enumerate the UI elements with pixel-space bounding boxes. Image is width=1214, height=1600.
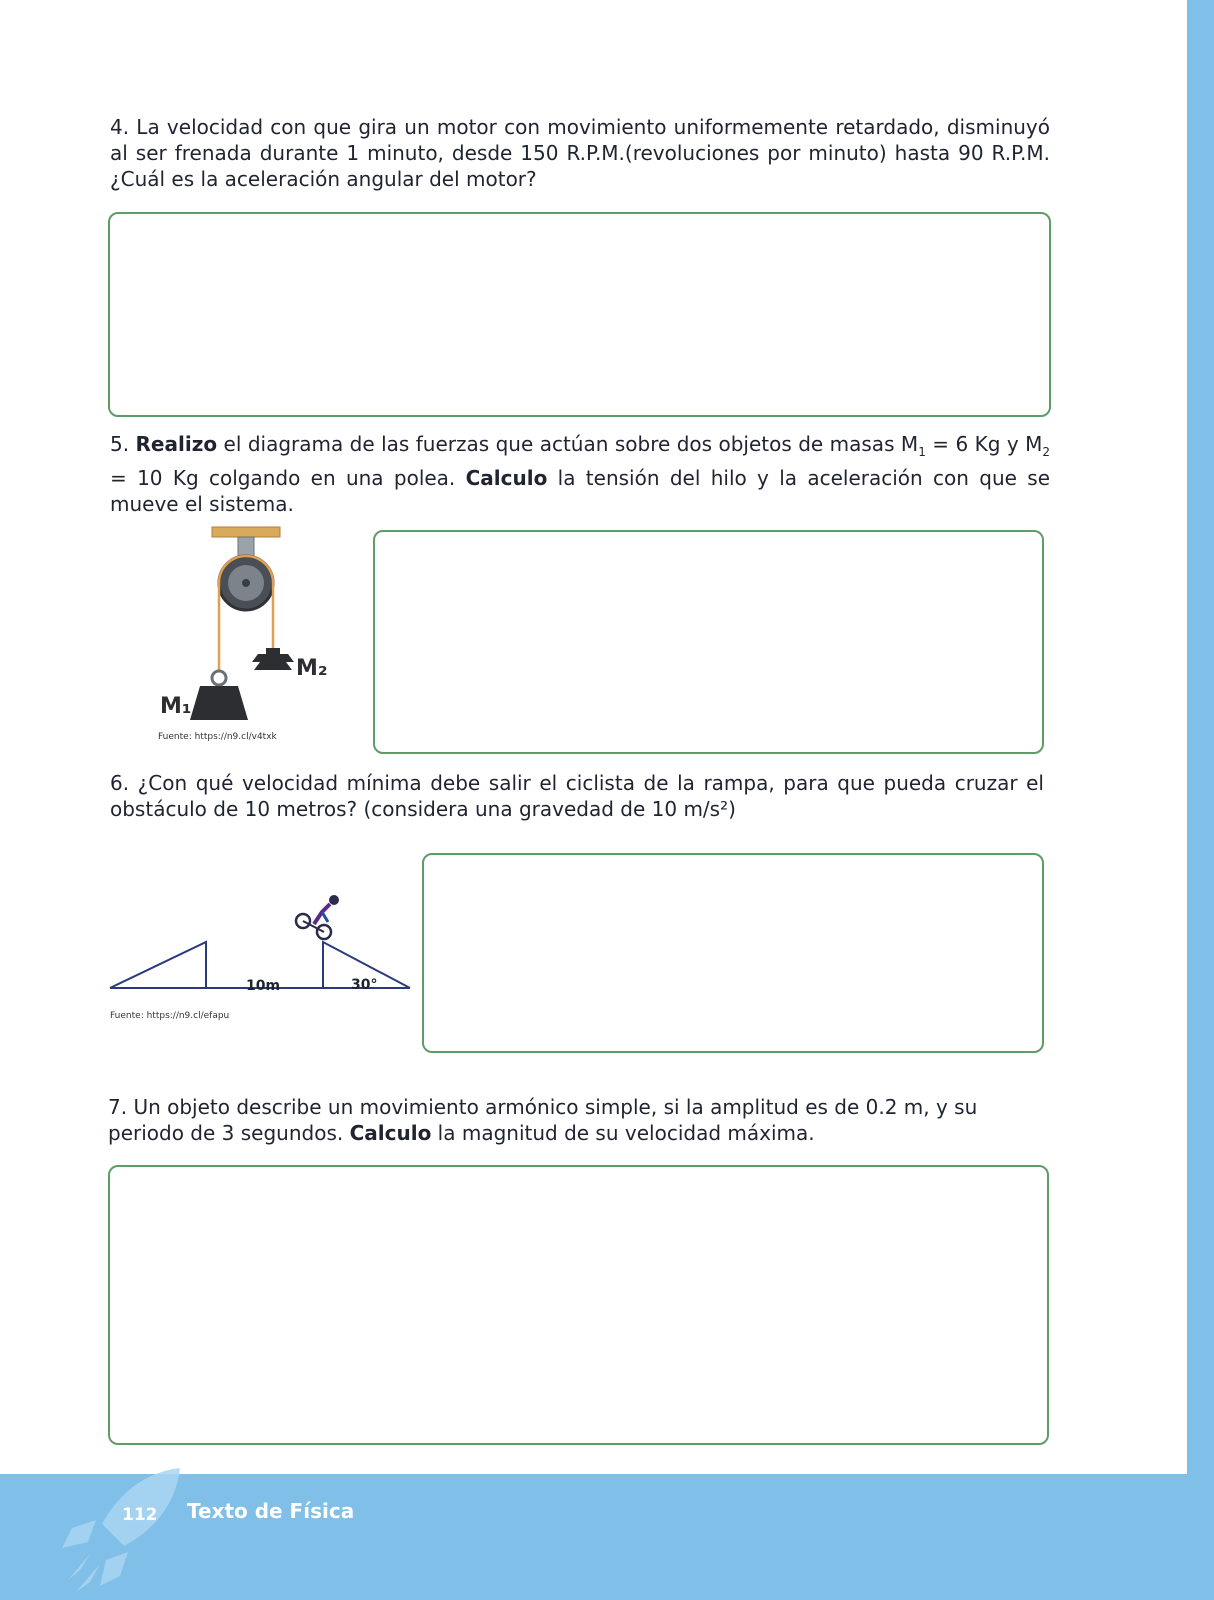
weight-m1-icon (190, 671, 248, 720)
q5-sub-1: 1 (918, 445, 926, 459)
q7-bold-calculo: Calculo (349, 1121, 432, 1145)
footer-title: Texto de Física (187, 1499, 355, 1523)
answer-box-4[interactable] (108, 212, 1051, 417)
q5-sub-2: 2 (1042, 445, 1051, 459)
q5-text-3: = 10 Kg colgando en una polea. (110, 466, 466, 490)
page-number: 112 (122, 1505, 158, 1525)
source-q5: Fuente: https://n9.cl/v4txk (158, 732, 277, 742)
source-q6: Fuente: https://n9.cl/efapu (110, 1011, 230, 1021)
side-accent-bar (1187, 0, 1214, 1600)
q5-text-1: el diagrama de las fuerzas que actúan sobre dos objetos de masas M (217, 432, 919, 456)
cyclist-icon (296, 895, 339, 939)
q5-num: 5. (110, 432, 130, 456)
answer-box-7[interactable] (108, 1165, 1049, 1445)
q5-text-2: = 6 Kg y M (925, 432, 1043, 456)
label-angle: 30° (351, 977, 378, 993)
question-5 (110, 431, 1050, 517)
question-7 (108, 1094, 1044, 1146)
label-m1: M₁ (160, 694, 192, 719)
answer-box-6[interactable] (422, 853, 1044, 1053)
rocket-icon (50, 1462, 190, 1600)
answer-box-5[interactable] (373, 530, 1044, 754)
label-distance: 10m (246, 978, 281, 994)
q5-bold-calculo: Calculo (465, 466, 548, 490)
q5-text-4: la tensión del hilo y la aceleración con que se mueve el sistema. (110, 466, 1050, 516)
question-4: 4. La velocidad con que gira un motor con movimiento uniformemente retardado, disminuyó al ser frenada durante 1 minuto, desde 150 R.P.M.(revoluciones por minuto) hasta 90 R.P.M. ¿Cuál es la aceleración angular del motor? (110, 115, 1050, 191)
q7-text-2: la magnitud de su velocidad máxima. (431, 1121, 815, 1145)
question-6: 6. ¿Con qué velocidad mínima debe salir el ciclista de la rampa, para que pueda cruzar el obstáculo de 10 metros? (considera una gravedad de 10 m/s²) (110, 771, 1044, 821)
q5-bold-realizo: Realizo (135, 432, 218, 456)
weight-m2-icon (252, 648, 294, 670)
q7-text-1: 7. Un objeto describe un movimiento armónico simple, si la amplitud es de 0.2 m, y su periodo de 3 segundos. (108, 1095, 978, 1145)
label-m2: M₂ (296, 656, 328, 681)
